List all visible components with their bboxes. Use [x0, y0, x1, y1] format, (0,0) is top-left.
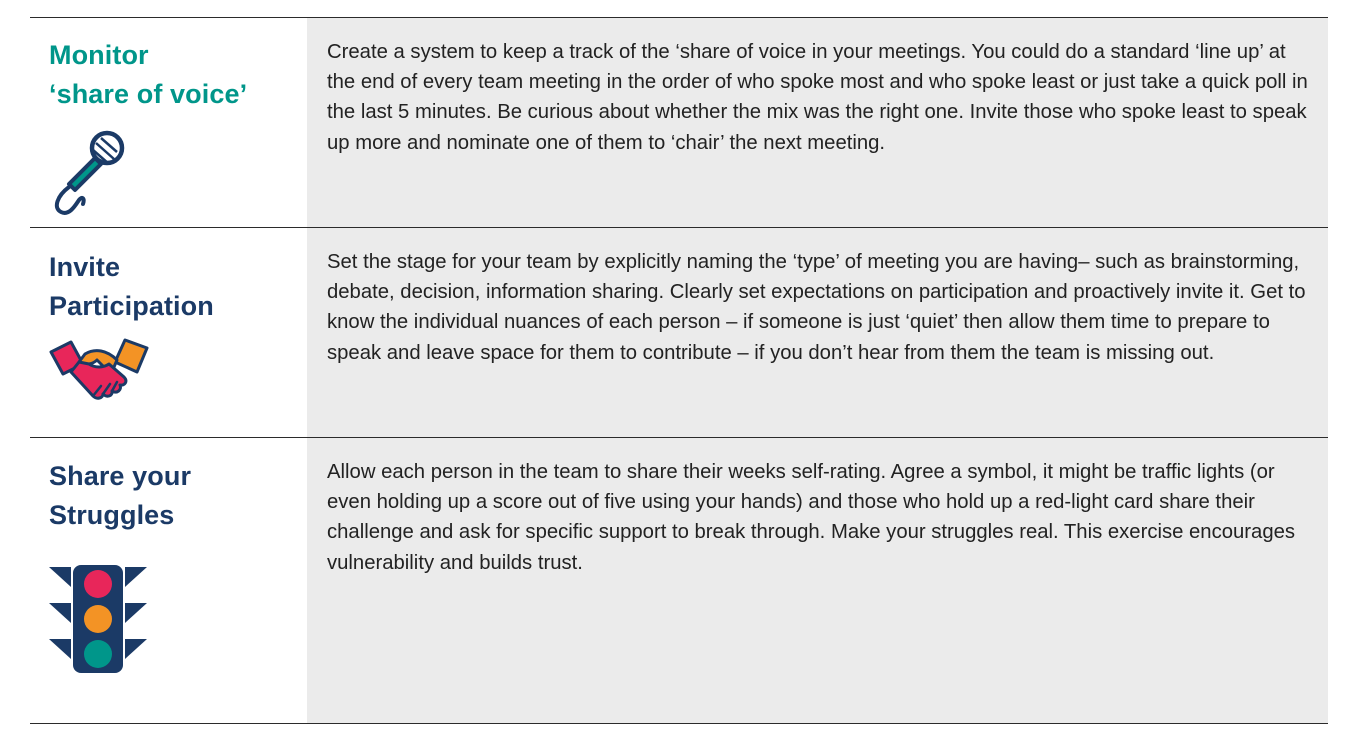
tip-title [49, 457, 307, 535]
tip-body-cell [307, 228, 1328, 437]
tip-row-monitor-share-of-voice [30, 18, 1328, 228]
tip-description: Set the stage for your team by explicitly naming the ‘type’ of meeting you are having– such as brainstorming, debate, decision, information sharing. Clearly set expectations on participation and proactively invite it. Get to know the individual nuances of each person – if someone is just ‘quiet’ then allow them time to prepare to speak and leave space for them to contribute – if you don’t hear from them the team is missing out. [327, 251, 1306, 364]
tip-heading-cell [30, 18, 307, 227]
tip-heading-cell [30, 438, 307, 723]
tip-heading-cell [30, 228, 307, 437]
tip-body-cell [307, 438, 1328, 723]
tip-title-line: Struggles [49, 500, 175, 530]
tip-title [49, 248, 307, 326]
traffic-light-icon [49, 565, 147, 673]
tip-title-line: Share your [49, 461, 192, 491]
tip-row-invite-participation [30, 228, 1328, 438]
tips-table [30, 17, 1328, 724]
tip-title-line: Monitor [49, 40, 149, 70]
tip-title-line: Participation [49, 291, 214, 321]
tip-description: Create a system to keep a track of the ‘share of voice in your meetings. You could do a standard ‘line up’ at the end of every team meeting in the order of who spoke most and who spoke least or just take a quick poll in the last 5 minutes. Be curious about whether the mix was the right one. Invite those who spoke least to speak up more and nominate one of them to ‘chair’ the next meeting. [327, 41, 1308, 154]
tip-row-share-your-struggles [30, 438, 1328, 724]
handshake-icon [49, 334, 149, 406]
tip-body-cell [307, 18, 1328, 227]
tip-title-line: Invite [49, 252, 121, 282]
tip-title-line: ‘share of voice’ [49, 79, 248, 109]
tip-title [49, 36, 307, 114]
tip-description: Allow each person in the team to share their weeks self-rating. Agree a symbol, it might be traffic lights (or even holding up a score out of five using your hands) and those who hold up a red-light card share their challenge and ask for specific support to break through. Make your struggles real. This exercise encourages vulnerability and builds trust. [327, 461, 1296, 574]
microphone-icon [49, 126, 129, 216]
